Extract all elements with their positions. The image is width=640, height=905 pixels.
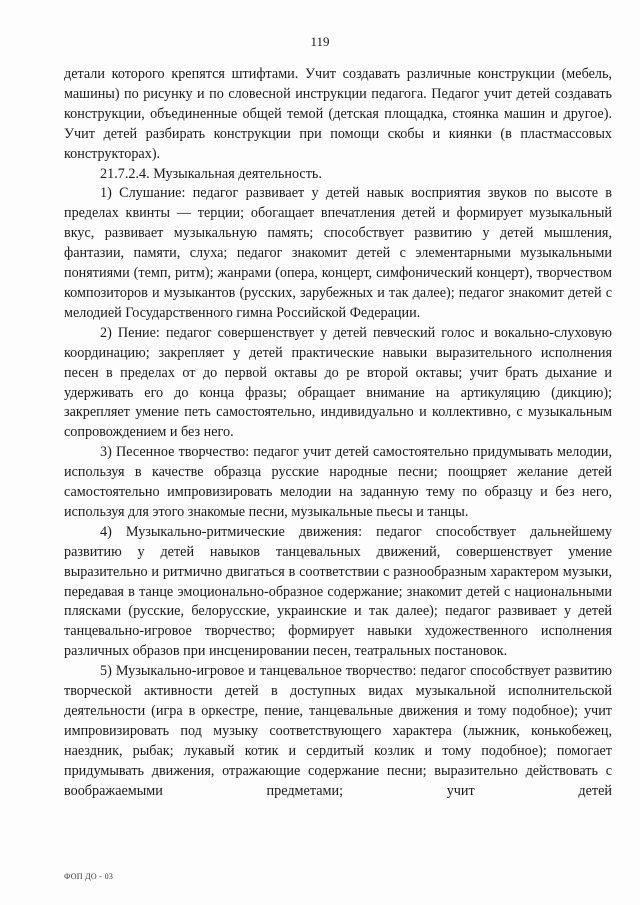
page-number: 119 [310, 34, 330, 49]
document-body [64, 65, 612, 802]
paragraph-singing: 2) Пение: педагог совершенствует у детей певческий голос и вокально-слуховую координацию; закрепляет у детей практические навыки выразительного исполнения песен в пределах от до первой октавы до ре второй октавы; учит брать дыхание и удерживать его до конца фразы; обращает внимание на артикуляцию (дикцию); закрепляет умение петь самостоятельно, индивидуально и коллективно, с музыкальным сопровождением и без него. [64, 324, 612, 441]
paragraph-continuation: детали которого крепятся штифтами. Учит создавать различные конструкции (мебель, машины) по рисунку и по словесной инструкции педагога. Педагог учит детей создавать конструкции, объединенные общей темой (детская площадка, стоянка машин и другое). Учит детей разбирать конструкции при помощи скобы и киянки (в пластмассовых конструкторах). [64, 66, 612, 162]
footer-document-code: ФОП ДО - 03 [64, 872, 114, 881]
paragraph-song-creativity: 3) Песенное творчество: педагог учит детей самостоятельно придумывать мелодии, используя в качестве образца русские народные песни; поощряет желание детей самостоятельно импровизировать мелодии на заданную тему по образцу и без него, используя для этого знакомые песни, музыкальные пьесы и танцы. [64, 444, 612, 520]
section-heading-music: 21.7.2.4. Музыкальная деятельность. [100, 165, 322, 182]
paragraph-dance-creativity: 5) Музыкально-игровое и танцевальное творчество: педагог способствует развитию творческой активности детей в доступных видах музыкальной исполнительской деятельности (игра в оркестре, пение, танцевальные движения и тому подобное); учит импровизировать под музыку соответствующего характера (лыжник, конькобежец, наездник, рыбак; лукавый котик и сердитый козлик и тому подобное); помогает придумывать движения, отражающие содержание песни; выразительно действовать с воображаемыми предметами; учит детей [64, 663, 612, 799]
paragraph-listening: 1) Слушание: педагог развивает у детей навык восприятия звуков по высоте в пределах квинты — терции; обогащает впечатления детей и формирует музыкальный вкус, развивает музыкальную память; способствует развитию у детей мышления, фантазии, памяти, слуха; педагог знакомит детей с элементарными музыкальными понятиями (темп, ритм); жанрами (опера, концерт, симфонический концерт), творчеством композиторов и музыкантов (русских, зарубежных и так далее); педагог знакомит детей с мелодией Государственного гимна Российской Федерации. [64, 185, 612, 321]
paragraph-rhythmic-movement: 4) Музыкально-ритмические движения: педагог способствует дальнейшему развитию у детей навыков танцевальных движений, совершенствует умение выразительно и ритмично двигаться в соответствии с разнообразным характером музыки, передавая в танце эмоционально-образное содержание; знакомит детей с национальными плясками (русские, белорусские, украинские и так далее); педагог развивает у детей танцевально-игровое творчество; формирует навыки художественного исполнения различных образов при инсценировании песен, театральных постановок. [64, 523, 612, 660]
